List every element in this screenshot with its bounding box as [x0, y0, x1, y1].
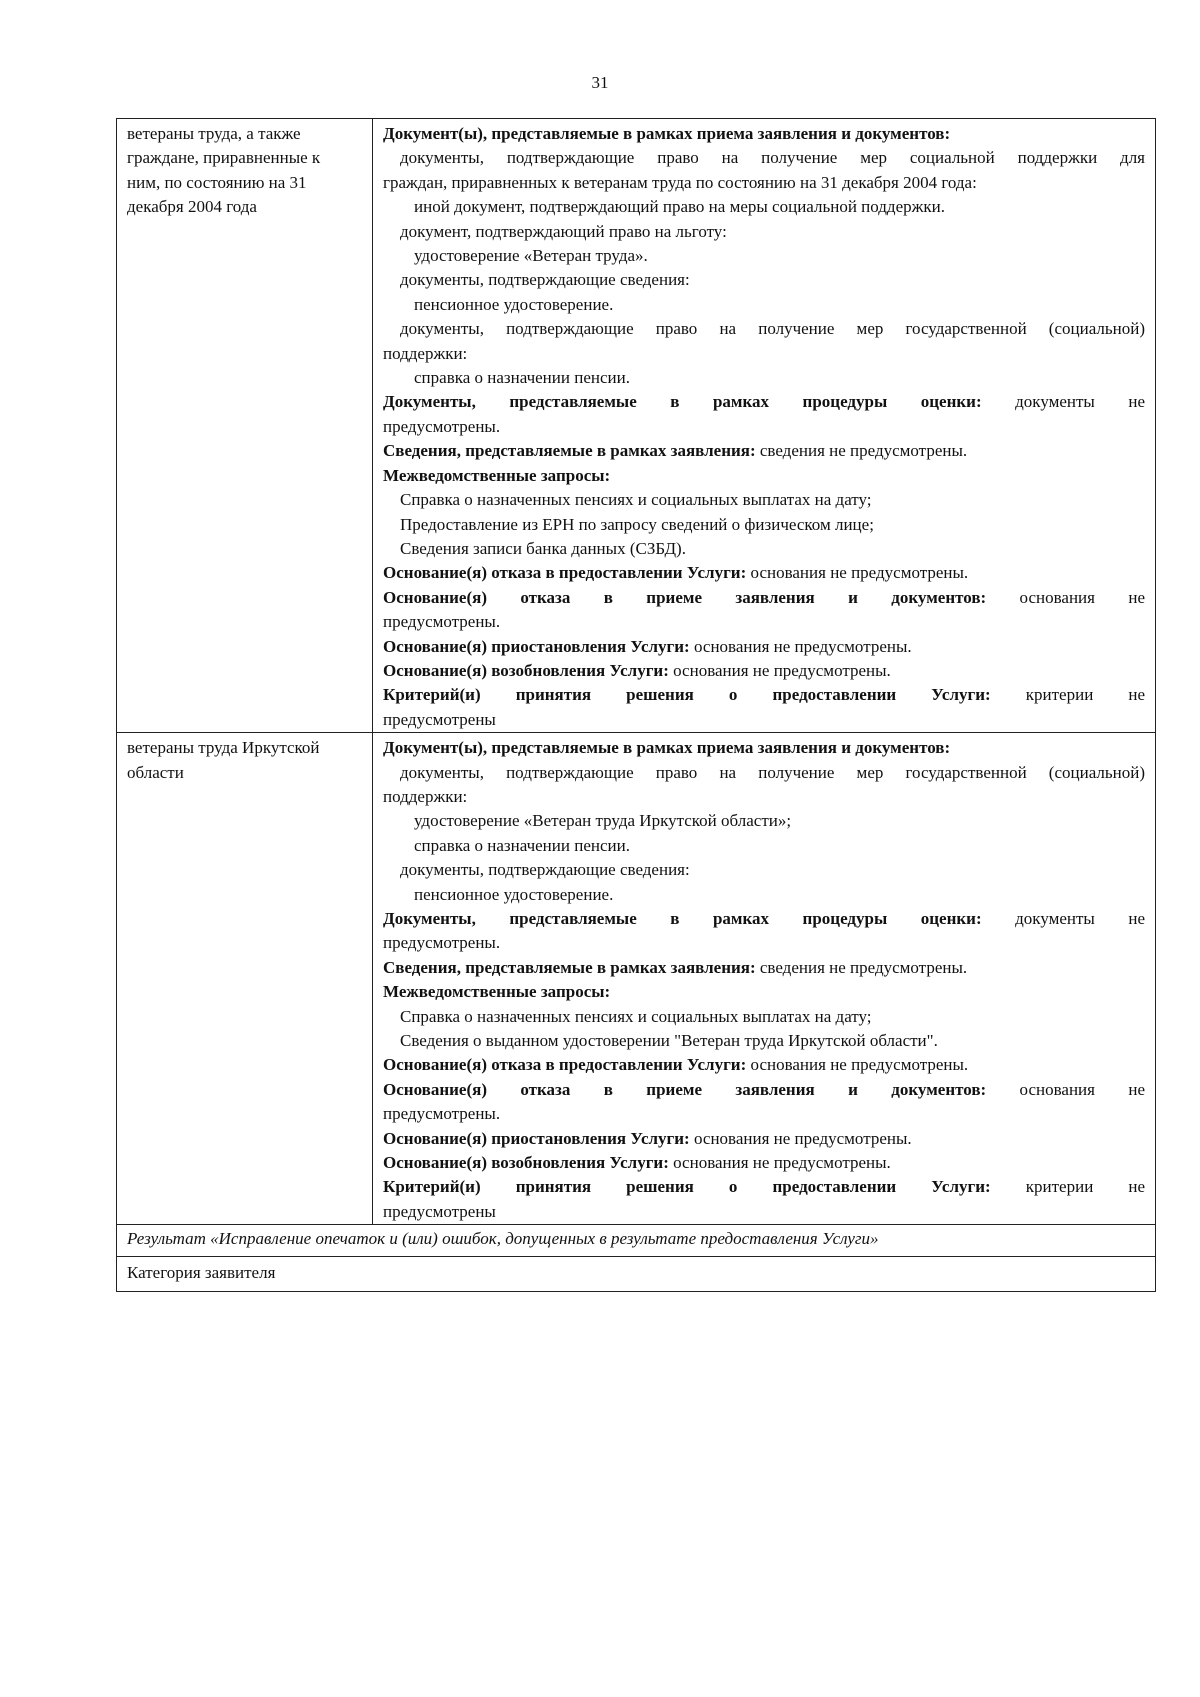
eval-label: Документы, представляемые в рамках процедуры оценки:	[383, 392, 982, 412]
info-label: Сведения, представляемые в рамках заявления:	[383, 957, 756, 977]
resume-line	[383, 1151, 1145, 1175]
docs-line: пенсионное удостоверение.	[414, 884, 614, 904]
services-table	[116, 118, 1156, 1292]
docs-line: удостоверение «Ветеран труда».	[414, 246, 648, 266]
eval-value-cont: предусмотрены.	[383, 933, 501, 953]
inter-item: Сведения записи банка данных (СЗБД).	[400, 538, 686, 558]
eval-value-cont: предусмотрены.	[383, 416, 501, 436]
refuse-accept-value: основания не	[1019, 1079, 1145, 1099]
docs-heading: Документ(ы), представляемые в рамках приема заявления и документов:	[383, 124, 951, 143]
criteria-label: Критерий(и) принятия решения о предоставлении Услуги:	[383, 1177, 991, 1197]
refuse-accept-line	[383, 1078, 1145, 1102]
table-row	[117, 119, 1156, 733]
page-number: 31	[591, 73, 609, 92]
refuse-service-line	[383, 1053, 1145, 1077]
eval-value: документы не	[1015, 909, 1146, 928]
docs-line: справка о назначении пенсии.	[414, 368, 630, 388]
category-line: ветераны труда Иркутской	[127, 738, 320, 758]
eval-line	[383, 907, 1145, 931]
category-line: граждане, приравненные к	[127, 148, 321, 168]
criteria-value: критерии не	[1025, 685, 1146, 705]
resume-line	[383, 659, 1145, 683]
docs-line: удостоверение «Ветеран труда Иркутской области»;	[414, 811, 792, 831]
docs-line: документы, подтверждающие сведения:	[400, 270, 690, 290]
docs-line: документы, подтверждающие право на получение мер социальной поддержки для	[400, 148, 1145, 168]
suspend-line	[383, 635, 1145, 659]
info-value: сведения не предусмотрены.	[759, 441, 968, 461]
eval-line	[383, 390, 1145, 414]
eval-value: документы не	[1015, 392, 1146, 412]
criteria-line	[383, 1175, 1145, 1199]
docs-line: граждан, приравненных к ветеранам труда по состоянию на 31 декабря 2004 года:	[383, 172, 977, 192]
refuse-accept-value: основания не	[1019, 587, 1145, 607]
refuse-accept-value-cont: предусмотрены.	[383, 1104, 501, 1124]
category-line: ним, по состоянию на 31	[127, 172, 307, 192]
docs-line: справка о назначении пенсии.	[414, 835, 630, 855]
info-line	[383, 439, 1145, 463]
docs-line: документы, подтверждающие право на получение мер государственной (социальной)	[400, 319, 1145, 339]
category-heading: Категория заявителя	[117, 1256, 1156, 1291]
suspend-label: Основание(я) приостановления Услуги:	[383, 1128, 690, 1148]
content-cell	[373, 119, 1156, 733]
docs-line: документы, подтверждающие сведения:	[400, 860, 690, 880]
docs-line: поддержки:	[383, 343, 468, 363]
eval-label: Документы, представляемые в рамках процедуры оценки:	[383, 909, 982, 928]
inter-label: Межведомственные запросы:	[383, 982, 611, 1002]
criteria-value: критерии не	[1025, 1177, 1146, 1197]
inter-item: Справка о назначенных пенсиях и социальных выплатах на дату;	[400, 1006, 872, 1026]
result-heading: Результат «Исправление опечаток и (или) ошибок, допущенных в результате предоставления Услуги»	[117, 1225, 1156, 1256]
category-line: ветераны труда, а также	[127, 124, 301, 143]
table-row	[117, 1256, 1156, 1291]
refuse-service-line	[383, 561, 1145, 585]
docs-line: поддержки:	[383, 786, 468, 806]
resume-value: основания не предусмотрены.	[673, 660, 891, 680]
criteria-label: Критерий(и) принятия решения о предоставлении Услуги:	[383, 685, 991, 705]
refuse-service-label: Основание(я) отказа в предоставлении Услуги:	[383, 563, 747, 583]
refuse-accept-label: Основание(я) отказа в приеме заявления и документов:	[383, 1079, 987, 1099]
inter-label: Межведомственные запросы:	[383, 465, 611, 485]
docs-heading: Документ(ы), представляемые в рамках приема заявления и документов:	[383, 738, 951, 758]
refuse-accept-value-cont: предусмотрены.	[383, 612, 501, 632]
category-line: декабря 2004 года	[127, 197, 257, 217]
resume-label: Основание(я) возобновления Услуги:	[383, 660, 669, 680]
category-cell	[117, 733, 373, 1225]
content-cell	[373, 733, 1156, 1225]
docs-line: документ, подтверждающий право на льготу:	[400, 221, 727, 241]
criteria-value-cont: предусмотрены	[383, 709, 496, 729]
suspend-label: Основание(я) приостановления Услуги:	[383, 636, 690, 656]
category-line: области	[127, 762, 184, 782]
docs-line: пенсионное удостоверение.	[414, 294, 614, 314]
resume-value: основания не предусмотрены.	[673, 1153, 891, 1173]
info-label: Сведения, представляемые в рамках заявления:	[383, 441, 756, 461]
info-value: сведения не предусмотрены.	[759, 957, 968, 977]
category-cell	[117, 119, 373, 733]
inter-item: Сведения о выданном удостоверении "Ветеран труда Иркутской области".	[400, 1031, 938, 1051]
inter-item: Предоставление из ЕРН по запросу сведений о физическом лице;	[400, 514, 874, 534]
docs-line: документы, подтверждающие право на получение мер государственной (социальной)	[400, 762, 1145, 782]
refuse-service-label: Основание(я) отказа в предоставлении Услуги:	[383, 1055, 747, 1075]
refuse-accept-label: Основание(я) отказа в приеме заявления и документов:	[383, 587, 987, 607]
table-row	[117, 733, 1156, 1225]
refuse-service-value: основания не предусмотрены.	[750, 563, 969, 583]
refuse-service-value: основания не предусмотрены.	[750, 1055, 969, 1075]
inter-item: Справка о назначенных пенсиях и социальных выплатах на дату;	[400, 490, 872, 510]
info-line	[383, 956, 1145, 980]
criteria-value-cont: предусмотрены	[383, 1201, 496, 1221]
suspend-line	[383, 1127, 1145, 1151]
criteria-line	[383, 683, 1145, 707]
suspend-value: основания не предусмотрены.	[693, 636, 912, 656]
suspend-value: основания не предусмотрены.	[693, 1128, 912, 1148]
refuse-accept-line	[383, 586, 1145, 610]
resume-label: Основание(я) возобновления Услуги:	[383, 1153, 669, 1173]
table-row	[117, 1225, 1156, 1256]
docs-line: иной документ, подтверждающий право на меры социальной поддержки.	[414, 197, 945, 217]
